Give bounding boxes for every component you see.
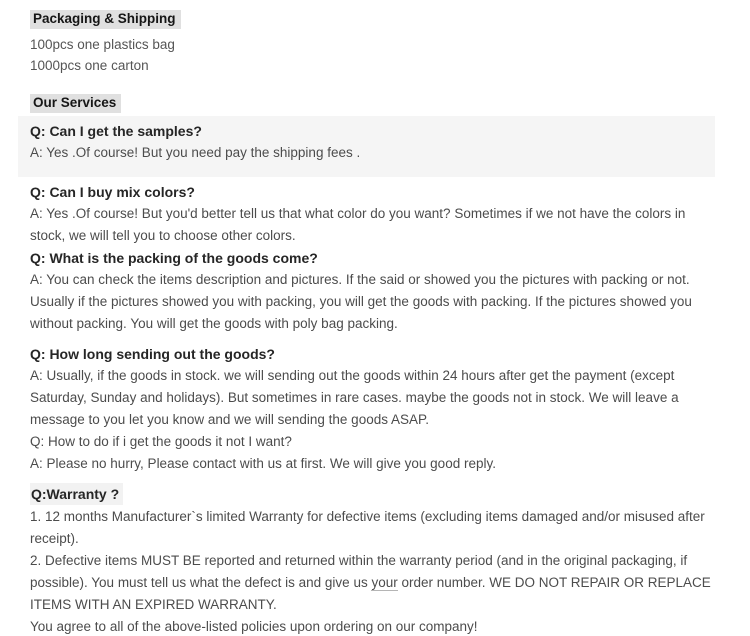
warranty-term-2-text-end: order number. WE DO NOT REPAIR OR REPLACE ITEMS WITH AN EXPIRED WARRANTY. bbox=[30, 575, 711, 612]
faq-samples-answer: A: Yes .Of course! But you need pay the shipping fees . bbox=[30, 145, 361, 160]
faq-wrong-goods-answer: A: Please no hurry, Please contact with us at first. We will give you good reply. bbox=[30, 456, 496, 471]
warranty-term-2 bbox=[30, 550, 722, 616]
faq-warranty-block bbox=[30, 483, 722, 636]
faq-shipping-time-block bbox=[30, 343, 722, 475]
faq-shipping-time-question: Q: How long sending out the goods? bbox=[30, 346, 275, 362]
warranty-term-2-text: 2. Defective items MUST BE reported and returned within the warranty period (and in the original packaging, if possible). You must tell us what the defect is and give us bbox=[30, 553, 688, 590]
packaging-line-carton: 1000pcs one carton bbox=[30, 58, 149, 73]
our-services-heading: Our Services bbox=[30, 94, 121, 113]
faq-packing-block bbox=[30, 247, 722, 335]
faq-wrong-goods-question: Q: How to do if i get the goods it not I want? bbox=[30, 434, 292, 449]
faq-mix-colors-question: Q: Can I buy mix colors? bbox=[30, 184, 195, 200]
warranty-term-2-underlined-word: your bbox=[371, 575, 398, 590]
warranty-term-1: 1. 12 months Manufacturer`s limited Warranty for defective items (excluding items damaged and/or misused after receipt). bbox=[30, 509, 705, 546]
faq-samples-question: Q: Can I get the samples? bbox=[30, 123, 202, 139]
faq-packing-question: Q: What is the packing of the goods come? bbox=[30, 250, 318, 266]
faq-samples-block bbox=[18, 116, 715, 177]
warranty-closing-note: You agree to all of the above-listed policies upon ordering on our company! bbox=[30, 619, 478, 634]
faq-warranty-question: Q:Warranty ? bbox=[30, 483, 123, 505]
faq-mix-colors-block bbox=[30, 181, 722, 247]
faq-shipping-time-answer: A: Usually, if the goods in stock. we will sending out the goods within 24 hours after get the payment (except Saturday, Sunday and holidays). But sometimes in rare cases. maybe the goods not in stock. We will leave a message to you let you know and we will sending the goods ASAP. bbox=[30, 368, 679, 427]
faq-packing-answer: A: You can check the items description and pictures. If the said or showed you the pictures with packing or not. Usually if the pictures showed you with packing, you will get the goods with packing. If the pictures showed you without packing. You will get the goods with poly bag packing. bbox=[30, 272, 692, 331]
packaging-line-bag: 100pcs one plastics bag bbox=[30, 37, 175, 52]
faq-mix-colors-answer: A: Yes .Of course! But you'd better tell us that what color do you want? Sometimes if we not have the colors in stock, we will tell you to choose other colors. bbox=[30, 206, 686, 243]
packaging-shipping-heading: Packaging & Shipping bbox=[30, 10, 181, 29]
